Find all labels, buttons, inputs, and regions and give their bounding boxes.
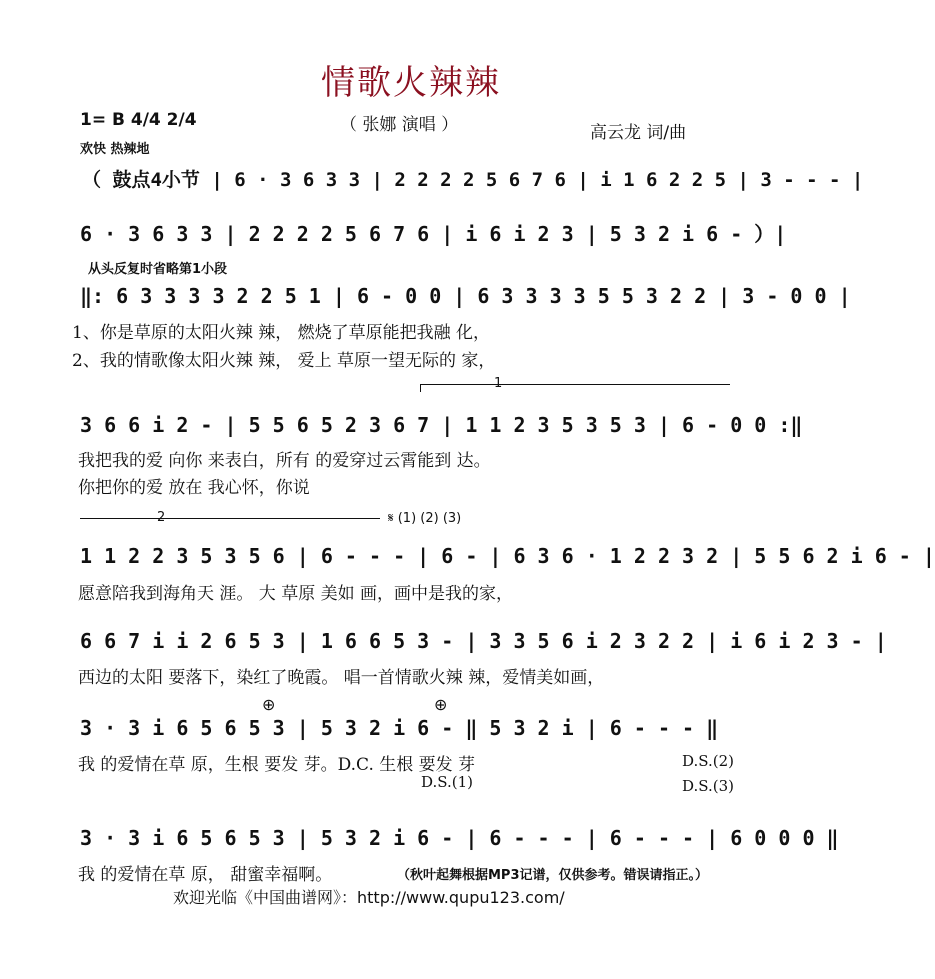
score-row-4: 3 6 6 i 2 - | 5 5 6 5 2 3 6 7 | 1 1 2 3 5 3 5 3 | 6 - 0 0 :‖: [80, 413, 803, 437]
volta-1-label: 1: [494, 376, 503, 391]
score-row-1: （ 鼓点4小节 | 6 · 3 6 3 3 | 2 2 2 2 5 6 7 6 | i 1 6 2 2 5 | 3 - - - |: [82, 169, 864, 191]
volta-2-label: 2: [157, 510, 166, 525]
lyrics-row-3-verse-2: 2、我的情歌像太阳火辣 辣， 爱上 草原一望无际的 家，: [72, 351, 496, 371]
ds-3-marking: D.S.(3): [682, 777, 735, 795]
footer-link[interactable]: 欢迎光临《中国曲谱网》：http://www.qupu123.com/: [173, 888, 565, 907]
score-row-5: 1 1 2 2 3 5 3 5 6 | 6 - - - | 6 - | 6 3 6 · 1 2 2 3 2 | 5 5 6 2 i 6 - |: [80, 544, 935, 568]
volta-1-bracket-start: [420, 384, 421, 392]
volta-2-bracket: [80, 518, 380, 519]
score-row-6: 6 6 7 i i 2 6 5 3 | 1 6 6 5 3 - | 3 3 5 6 i 2 3 2 2 | i 6 i 2 3 - |: [80, 629, 887, 653]
score-row-8: 3 · 3 i 6 5 6 5 3 | 5 3 2 i 6 - | 6 - - - | 6 - - - | 6 0 0 0 ‖: [80, 826, 839, 850]
volta-1-bracket: [420, 384, 730, 385]
lyrics-row-4-verse-2: 你把你的爱 放在 我心怀，你说: [78, 478, 310, 498]
lyrics-row-7: 我 的爱情在草 原，生根 要发 芽。D.C. 生根 要发 芽: [78, 755, 476, 775]
lyrics-row-4-verse-1: 我把我的爱 向你 来表白，所有 的爱穿过云霄能到 达。: [78, 451, 491, 471]
ds-2-marking: D.S.(2): [682, 752, 735, 770]
score-row-2: 6 · 3 6 3 3 | 2 2 2 2 5 6 7 6 | i 6 i 2 3 | 5 3 2 i 6 - ）|: [80, 222, 787, 246]
lyrics-row-3-verse-1: 1、你是草原的太阳火辣 辣， 燃烧了草原能把我融 化，: [72, 323, 491, 343]
score-row-3: ‖: 6 3 3 3 3 2 2 5 1 | 6 - 0 0 | 6 3 3 3 3 5 5 3 2 2 | 3 - 0 0 |: [80, 284, 851, 308]
repeat-instruction: 从头反复时省略第1小段: [88, 262, 228, 277]
singer-credit: （ 张娜 演唱 ）: [340, 115, 459, 135]
coda-symbol-2: ⊕: [434, 695, 448, 714]
lyrics-row-5: 愿意陪我到海角天 涯。 大 草原 美如 画，画中是我的家，: [78, 584, 514, 604]
song-title: 情歌火辣辣: [321, 63, 501, 103]
author-credit: 高云龙 词/曲: [590, 123, 687, 143]
segno-marks: 𝄋 (1) (2) (3): [388, 511, 462, 526]
ds-1-marking: D.S.(1): [421, 773, 474, 791]
lyrics-row-6: 西边的太阳 要落下，染红了晚霞。 唱一首情歌火辣 辣，爱情美如画，: [78, 668, 605, 688]
key-signature: 1= B 4/4 2/4: [80, 110, 197, 130]
coda-symbol-1: ⊕: [262, 695, 276, 714]
transcriber-note: （秋叶起舞根据MP3记谱，仅供参考。错误请指正。）: [397, 868, 709, 883]
lyrics-row-8: 我 的爱情在草 原， 甜蜜幸福啊。: [78, 865, 333, 885]
tempo-marking: 欢快 热辣地: [80, 142, 150, 157]
score-row-7: 3 · 3 i 6 5 6 5 3 | 5 3 2 i 6 - ‖ 5 3 2 i | 6 - - - ‖: [80, 716, 719, 740]
